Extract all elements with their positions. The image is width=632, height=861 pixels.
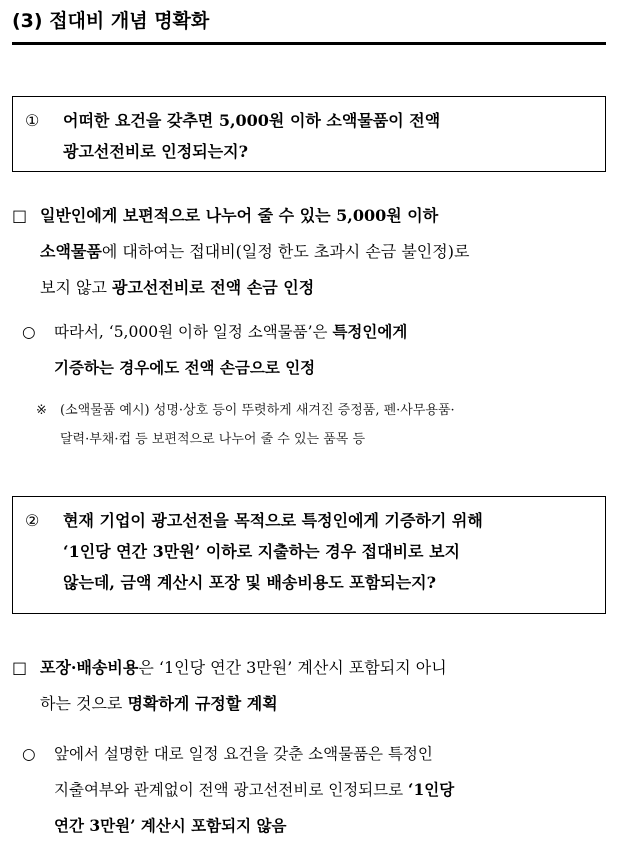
circle-bullet-icon: ○ xyxy=(22,323,36,341)
question-1-line-1: 어떠한 요건을 갖추면 5,000원 이하 소액물품이 전액 xyxy=(63,111,441,130)
question-box-1 xyxy=(12,96,606,172)
sub-point-1: ○ 따라서, ‘5,000원 이하 일정 소액물품’은 특정인에게 기증하는 경우에도 전액 손금으로 인정 xyxy=(22,314,407,386)
circled-number-2: ② xyxy=(25,511,40,530)
circled-number-1: ① xyxy=(25,111,40,130)
answer-2: □ 포장·배송비용은 ‘1인당 연간 3만원’ 계산시 포함되지 아니 하는 것으로 명확하게 규정할 계획 xyxy=(12,650,447,722)
question-2-line-2: ‘1인당 연간 3만원’ 이하로 지출하는 경우 접대비로 보지 xyxy=(63,542,460,561)
question-box-2 xyxy=(12,496,606,614)
circle-bullet-icon: ○ xyxy=(22,745,36,763)
square-bullet-icon: □ xyxy=(12,206,28,225)
reference-mark-icon: ※ xyxy=(36,403,47,418)
question-2-line-1: 현재 기업이 광고선전을 목적으로 특정인에게 기증하기 위해 xyxy=(63,511,483,530)
section-heading: (3) 접대비 개념 명확화 xyxy=(12,6,606,45)
note-1: ※ (소액물품 예시) 성명·상호 등이 뚜렷하게 새겨진 증정품, 펜·사무용품· 달력·부채·컵 등 보편적으로 나누어 줄 수 있는 품목 등 xyxy=(36,396,455,454)
question-1-line-2: 광고선전비로 인정되는지? xyxy=(63,142,248,161)
question-2-line-3: 않는데, 금액 계산시 포장 및 배송비용도 포함되는지? xyxy=(63,573,436,592)
answer-1: □ 일반인에게 보편적으로 나누어 줄 수 있는 5,000원 이하 소액물품에 대하여는 접대비(일정 한도 초과시 손금 불인정)로 보지 않고 광고선전비로 전액 손금 인정 xyxy=(12,198,469,306)
sub-point-2: ○ 앞에서 설명한 대로 일정 요건을 갖춘 소액물품은 특정인 지출여부와 관계없이 전액 광고선전비로 인정되므로 ‘1인당 연간 3만원’ 계산시 포함되지 않음 xyxy=(22,736,454,844)
square-bullet-icon: □ xyxy=(12,658,28,677)
